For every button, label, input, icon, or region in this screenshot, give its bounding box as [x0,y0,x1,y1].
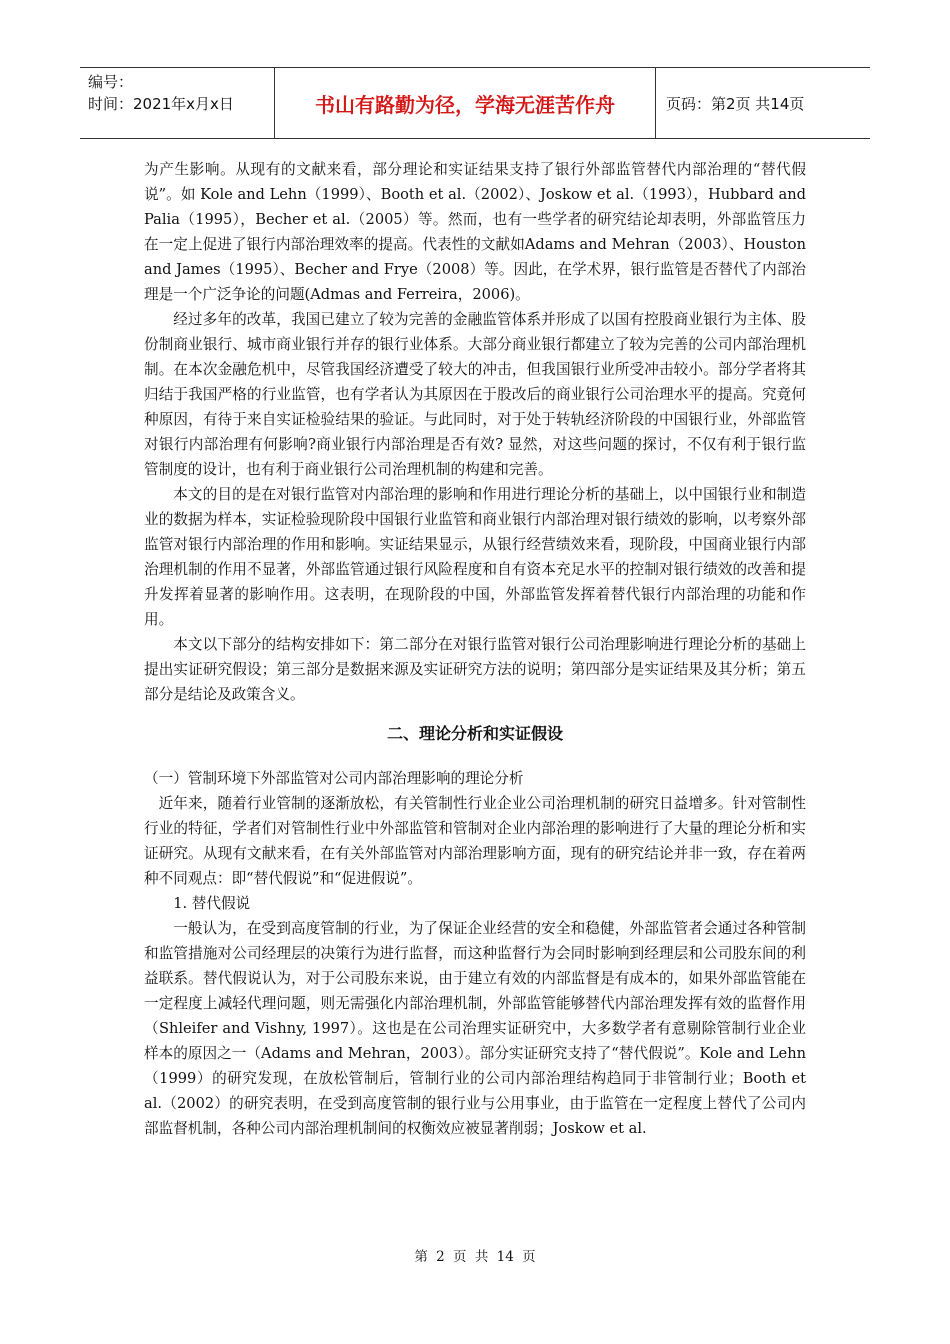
page-footer: 第 2 页 共 14 页 [414,1249,536,1265]
paragraph: 近年来，随着行业管制的逐渐放松，有关管制性行业企业公司治理机制的研究日益增多。针对管制性行业的特征，学者们对管制性行业中外部监管和管制对企业内部治理的影响进行了大量的理论分析和实证研究。从现有文献来看，在有关外部监管对内部治理影响方面，现有的研究结论并非一致，存在着两种不同观点：即“替代假说”和“促进假说”。 [144,795,806,887]
paragraph: 经过多年的改革，我国已建立了较为完善的金融监管体系并形成了以国有控股商业银行为主体、股份制商业银行、城市商业银行并存的银行业体系。大部分商业银行都建立了较为完善的公司内部治理机制。在本次金融危机中，尽管我国经济遭受了较大的冲击，但我国银行业所受冲击较小。部分学者将其归结于我国严格的行业监管，也有学者认为其原因在于股改后的商业银行公司治理水平的提高。究竟何种原因，有待于来自实证检验结果的验证。与此同时，对于处于转轨经济阶段的中国银行业，外部监管对银行内部治理有何影响?商业银行内部治理是否有效? 显然，对这些问题的探讨，不仅有利于银行监管制度的设计，也有利于商业银行公司治理机制的构建和完善。 [144,311,806,478]
document-body [144,157,806,1141]
page-header [80,67,870,139]
document-number-label: 编号： [88,73,134,91]
paragraph: 本文以下部分的结构安排如下：第二部分在对银行监管对银行公司治理影响进行理论分析的基础上提出实证研究假设；第三部分是数据来源及实证研究方法的说明；第四部分是实证结果及其分析；第五部分是结论及政策含义。 [144,636,806,703]
document-date: 时间：2021年x月x日 [88,95,234,113]
paragraph: 一般认为，在受到高度管制的行业，为了保证企业经营的安全和稳健，外部监管者会通过各种管制和监管措施对公司经理层的决策行为进行监督，而这种监督行为会同时影响到经理层和公司股东间的利益联系。替代假说认为，对于公司股东来说，由于建立有效的内部监督是有成本的，如果外部监管能在一定程度上减轻代理问题，则无需强化内部治理机制，外部监管能够替代内部治理发挥有效的监督作用（Shleifer and Vishny, 1997）。这也是在公司治理实证研究中，大多数学者有意剔除管制行业企业样本的原因之一（Adams and Mehran，2003）。部分实证研究支持了“替代假说”。Kole and Lehn（1999）的研究发现，在放松管制后，管制行业的公司内部治理结构趋同于非管制行业；Booth et al.（2002）的研究表明，在受到高度管制的银行业与公用事业，由于监管在一定程度上替代了公司内部监督机制，各种公司内部治理机制间的权衡效应被显著削弱；Joskow et al. [144,920,806,1137]
paragraph: 为产生影响。从现有的文献来看，部分理论和实证结果支持了银行外部监管替代内部治理的“替代假说”。如 Kole and Lehn（1999）、Booth et al.（2002）、Joskow et al.（1993），Hubbard and Palia（1995），Becher et al.（2005）等。然而，也有一些学者的研究结论却表明，外部监管压力在一定上促进了银行内部治理效率的提高。代表性的文献如Adams and Mehran（2003）、Houston and James（1995）、Becher and Frye（2008）等。因此，在学术界，银行监管是否替代了内部治理是一个广泛争论的问题(Admas and Ferreira，2006)。 [144,161,806,303]
header-motto: 书山有路勤为径，学海无涯苦作舟 [275,68,656,138]
subsection-heading: （一）管制环境下外部监管对公司内部治理影响的理论分析 [144,770,524,787]
section-heading: 二、理论分析和实证假设 [386,724,563,743]
list-heading: 1. 替代假说 [173,895,251,912]
paragraph: 本文的目的是在对银行监管对内部治理的影响和作用进行理论分析的基础上，以中国银行业和制造业的数据为样本，实证检验现阶段中国银行业监管和商业银行内部治理对银行绩效的影响，以考察外部监管对银行内部治理的作用和影响。实证结果显示，从银行经营绩效来看，现阶段，中国商业银行内部治理机制的作用不显著，外部监管通过银行风险程度和自有资本充足水平的控制对银行绩效的改善和提升发挥着显著的影响作用。这表明，在现阶段的中国，外部监管发挥着替代银行内部治理的功能和作用。 [144,486,806,628]
header-meta [80,68,275,138]
header-page-info: 页码：第2页 共14页 [666,94,805,113]
